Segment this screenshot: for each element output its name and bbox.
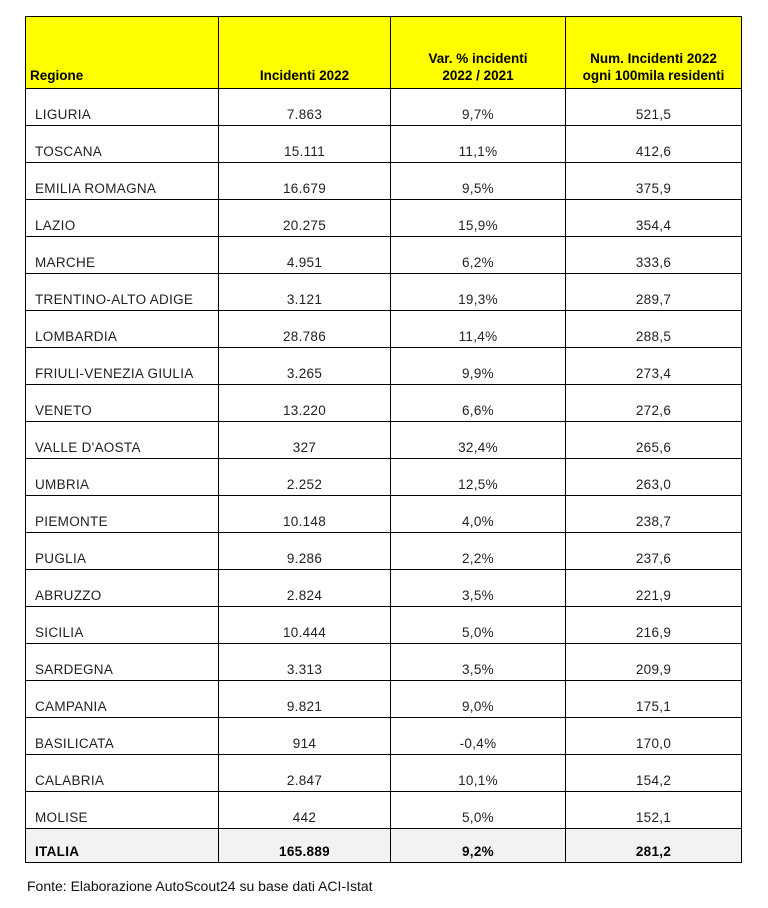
cell-incidenti: 442 <box>219 792 391 829</box>
cell-ogni-100mila: 354,4 <box>566 200 742 237</box>
cell-ogni-100mila: 154,2 <box>566 755 742 792</box>
total-variazione: 9,2% <box>391 829 566 863</box>
cell-incidenti: 9.821 <box>219 681 391 718</box>
cell-regione: CAMPANIA <box>26 681 219 718</box>
cell-incidenti: 3.265 <box>219 348 391 385</box>
cell-regione: TRENTINO-ALTO ADIGE <box>26 274 219 311</box>
cell-regione: LOMBARDIA <box>26 311 219 348</box>
cell-ogni-100mila: 175,1 <box>566 681 742 718</box>
cell-regione: TOSCANA <box>26 126 219 163</box>
total-regione: ITALIA <box>26 829 219 863</box>
cell-incidenti: 2.252 <box>219 459 391 496</box>
cell-variazione: 9,9% <box>391 348 566 385</box>
cell-regione: UMBRIA <box>26 459 219 496</box>
cell-regione: BASILICATA <box>26 718 219 755</box>
table-row <box>26 89 742 126</box>
cell-incidenti: 9.286 <box>219 533 391 570</box>
cell-ogni-100mila: 273,4 <box>566 348 742 385</box>
cell-incidenti: 4.951 <box>219 237 391 274</box>
cell-regione: VENETO <box>26 385 219 422</box>
total-incidenti: 165.889 <box>219 829 391 863</box>
table-container <box>25 16 741 863</box>
cell-ogni-100mila: 333,6 <box>566 237 742 274</box>
cell-incidenti: 13.220 <box>219 385 391 422</box>
table-row <box>26 348 742 385</box>
cell-incidenti: 20.275 <box>219 200 391 237</box>
cell-ogni-100mila: 263,0 <box>566 459 742 496</box>
table-row <box>26 200 742 237</box>
cell-incidenti: 327 <box>219 422 391 459</box>
table-row <box>26 422 742 459</box>
cell-ogni-100mila: 265,6 <box>566 422 742 459</box>
table-row <box>26 311 742 348</box>
cell-variazione: 3,5% <box>391 644 566 681</box>
cell-variazione: 11,4% <box>391 311 566 348</box>
table-row <box>26 755 742 792</box>
cell-variazione: 19,3% <box>391 274 566 311</box>
header-regione: Regione <box>26 17 219 89</box>
table-row <box>26 163 742 200</box>
table-row <box>26 496 742 533</box>
table-row <box>26 385 742 422</box>
header-ogni-100mila: Num. Incidenti 2022 ogni 100mila residenti <box>566 17 742 89</box>
header-variazione: Var. % incidenti 2022 / 2021 <box>391 17 566 89</box>
cell-regione: ABRUZZO <box>26 570 219 607</box>
cell-variazione: 4,0% <box>391 496 566 533</box>
cell-incidenti: 2.824 <box>219 570 391 607</box>
cell-variazione: 12,5% <box>391 459 566 496</box>
cell-incidenti: 7.863 <box>219 89 391 126</box>
table-row <box>26 681 742 718</box>
cell-variazione: 32,4% <box>391 422 566 459</box>
header-incidenti: Incidenti 2022 <box>219 17 391 89</box>
cell-incidenti: 28.786 <box>219 311 391 348</box>
cell-ogni-100mila: 289,7 <box>566 274 742 311</box>
cell-regione: LAZIO <box>26 200 219 237</box>
cell-variazione: -0,4% <box>391 718 566 755</box>
cell-variazione: 9,7% <box>391 89 566 126</box>
table-row <box>26 274 742 311</box>
source-note: Fonte: Elaborazione AutoScout24 su base dati ACI-Istat <box>27 878 373 894</box>
cell-regione: EMILIA ROMAGNA <box>26 163 219 200</box>
cell-regione: PUGLIA <box>26 533 219 570</box>
cell-variazione: 9,5% <box>391 163 566 200</box>
cell-ogni-100mila: 221,9 <box>566 570 742 607</box>
total-ogni-100mila: 281,2 <box>566 829 742 863</box>
cell-variazione: 9,0% <box>391 681 566 718</box>
table-row <box>26 533 742 570</box>
cell-ogni-100mila: 521,5 <box>566 89 742 126</box>
cell-regione: VALLE D'AOSTA <box>26 422 219 459</box>
cell-ogni-100mila: 238,7 <box>566 496 742 533</box>
cell-regione: CALABRIA <box>26 755 219 792</box>
cell-variazione: 10,1% <box>391 755 566 792</box>
cell-incidenti: 3.121 <box>219 274 391 311</box>
cell-regione: MOLISE <box>26 792 219 829</box>
cell-variazione: 5,0% <box>391 607 566 644</box>
cell-regione: PIEMONTE <box>26 496 219 533</box>
cell-ogni-100mila: 216,9 <box>566 607 742 644</box>
cell-incidenti: 15.111 <box>219 126 391 163</box>
cell-incidenti: 3.313 <box>219 644 391 681</box>
table-row <box>26 126 742 163</box>
cell-ogni-100mila: 412,6 <box>566 126 742 163</box>
cell-ogni-100mila: 170,0 <box>566 718 742 755</box>
cell-ogni-100mila: 272,6 <box>566 385 742 422</box>
cell-variazione: 6,2% <box>391 237 566 274</box>
cell-regione: SARDEGNA <box>26 644 219 681</box>
table-row <box>26 718 742 755</box>
cell-regione: SICILIA <box>26 607 219 644</box>
cell-regione: LIGURIA <box>26 89 219 126</box>
cell-variazione: 2,2% <box>391 533 566 570</box>
cell-regione: MARCHE <box>26 237 219 274</box>
table-row <box>26 570 742 607</box>
cell-ogni-100mila: 237,6 <box>566 533 742 570</box>
table-row <box>26 792 742 829</box>
total-row <box>26 829 742 863</box>
cell-ogni-100mila: 288,5 <box>566 311 742 348</box>
incidenti-table <box>25 16 742 863</box>
cell-ogni-100mila: 209,9 <box>566 644 742 681</box>
table-row <box>26 644 742 681</box>
cell-variazione: 6,6% <box>391 385 566 422</box>
cell-regione: FRIULI-VENEZIA GIULIA <box>26 348 219 385</box>
cell-ogni-100mila: 152,1 <box>566 792 742 829</box>
header-row <box>26 17 742 89</box>
cell-ogni-100mila: 375,9 <box>566 163 742 200</box>
table-row <box>26 607 742 644</box>
cell-variazione: 11,1% <box>391 126 566 163</box>
cell-incidenti: 10.148 <box>219 496 391 533</box>
table-row <box>26 459 742 496</box>
cell-variazione: 3,5% <box>391 570 566 607</box>
cell-incidenti: 2.847 <box>219 755 391 792</box>
cell-incidenti: 914 <box>219 718 391 755</box>
cell-variazione: 5,0% <box>391 792 566 829</box>
table-body <box>26 89 742 829</box>
cell-incidenti: 10.444 <box>219 607 391 644</box>
table-row <box>26 237 742 274</box>
cell-incidenti: 16.679 <box>219 163 391 200</box>
cell-variazione: 15,9% <box>391 200 566 237</box>
